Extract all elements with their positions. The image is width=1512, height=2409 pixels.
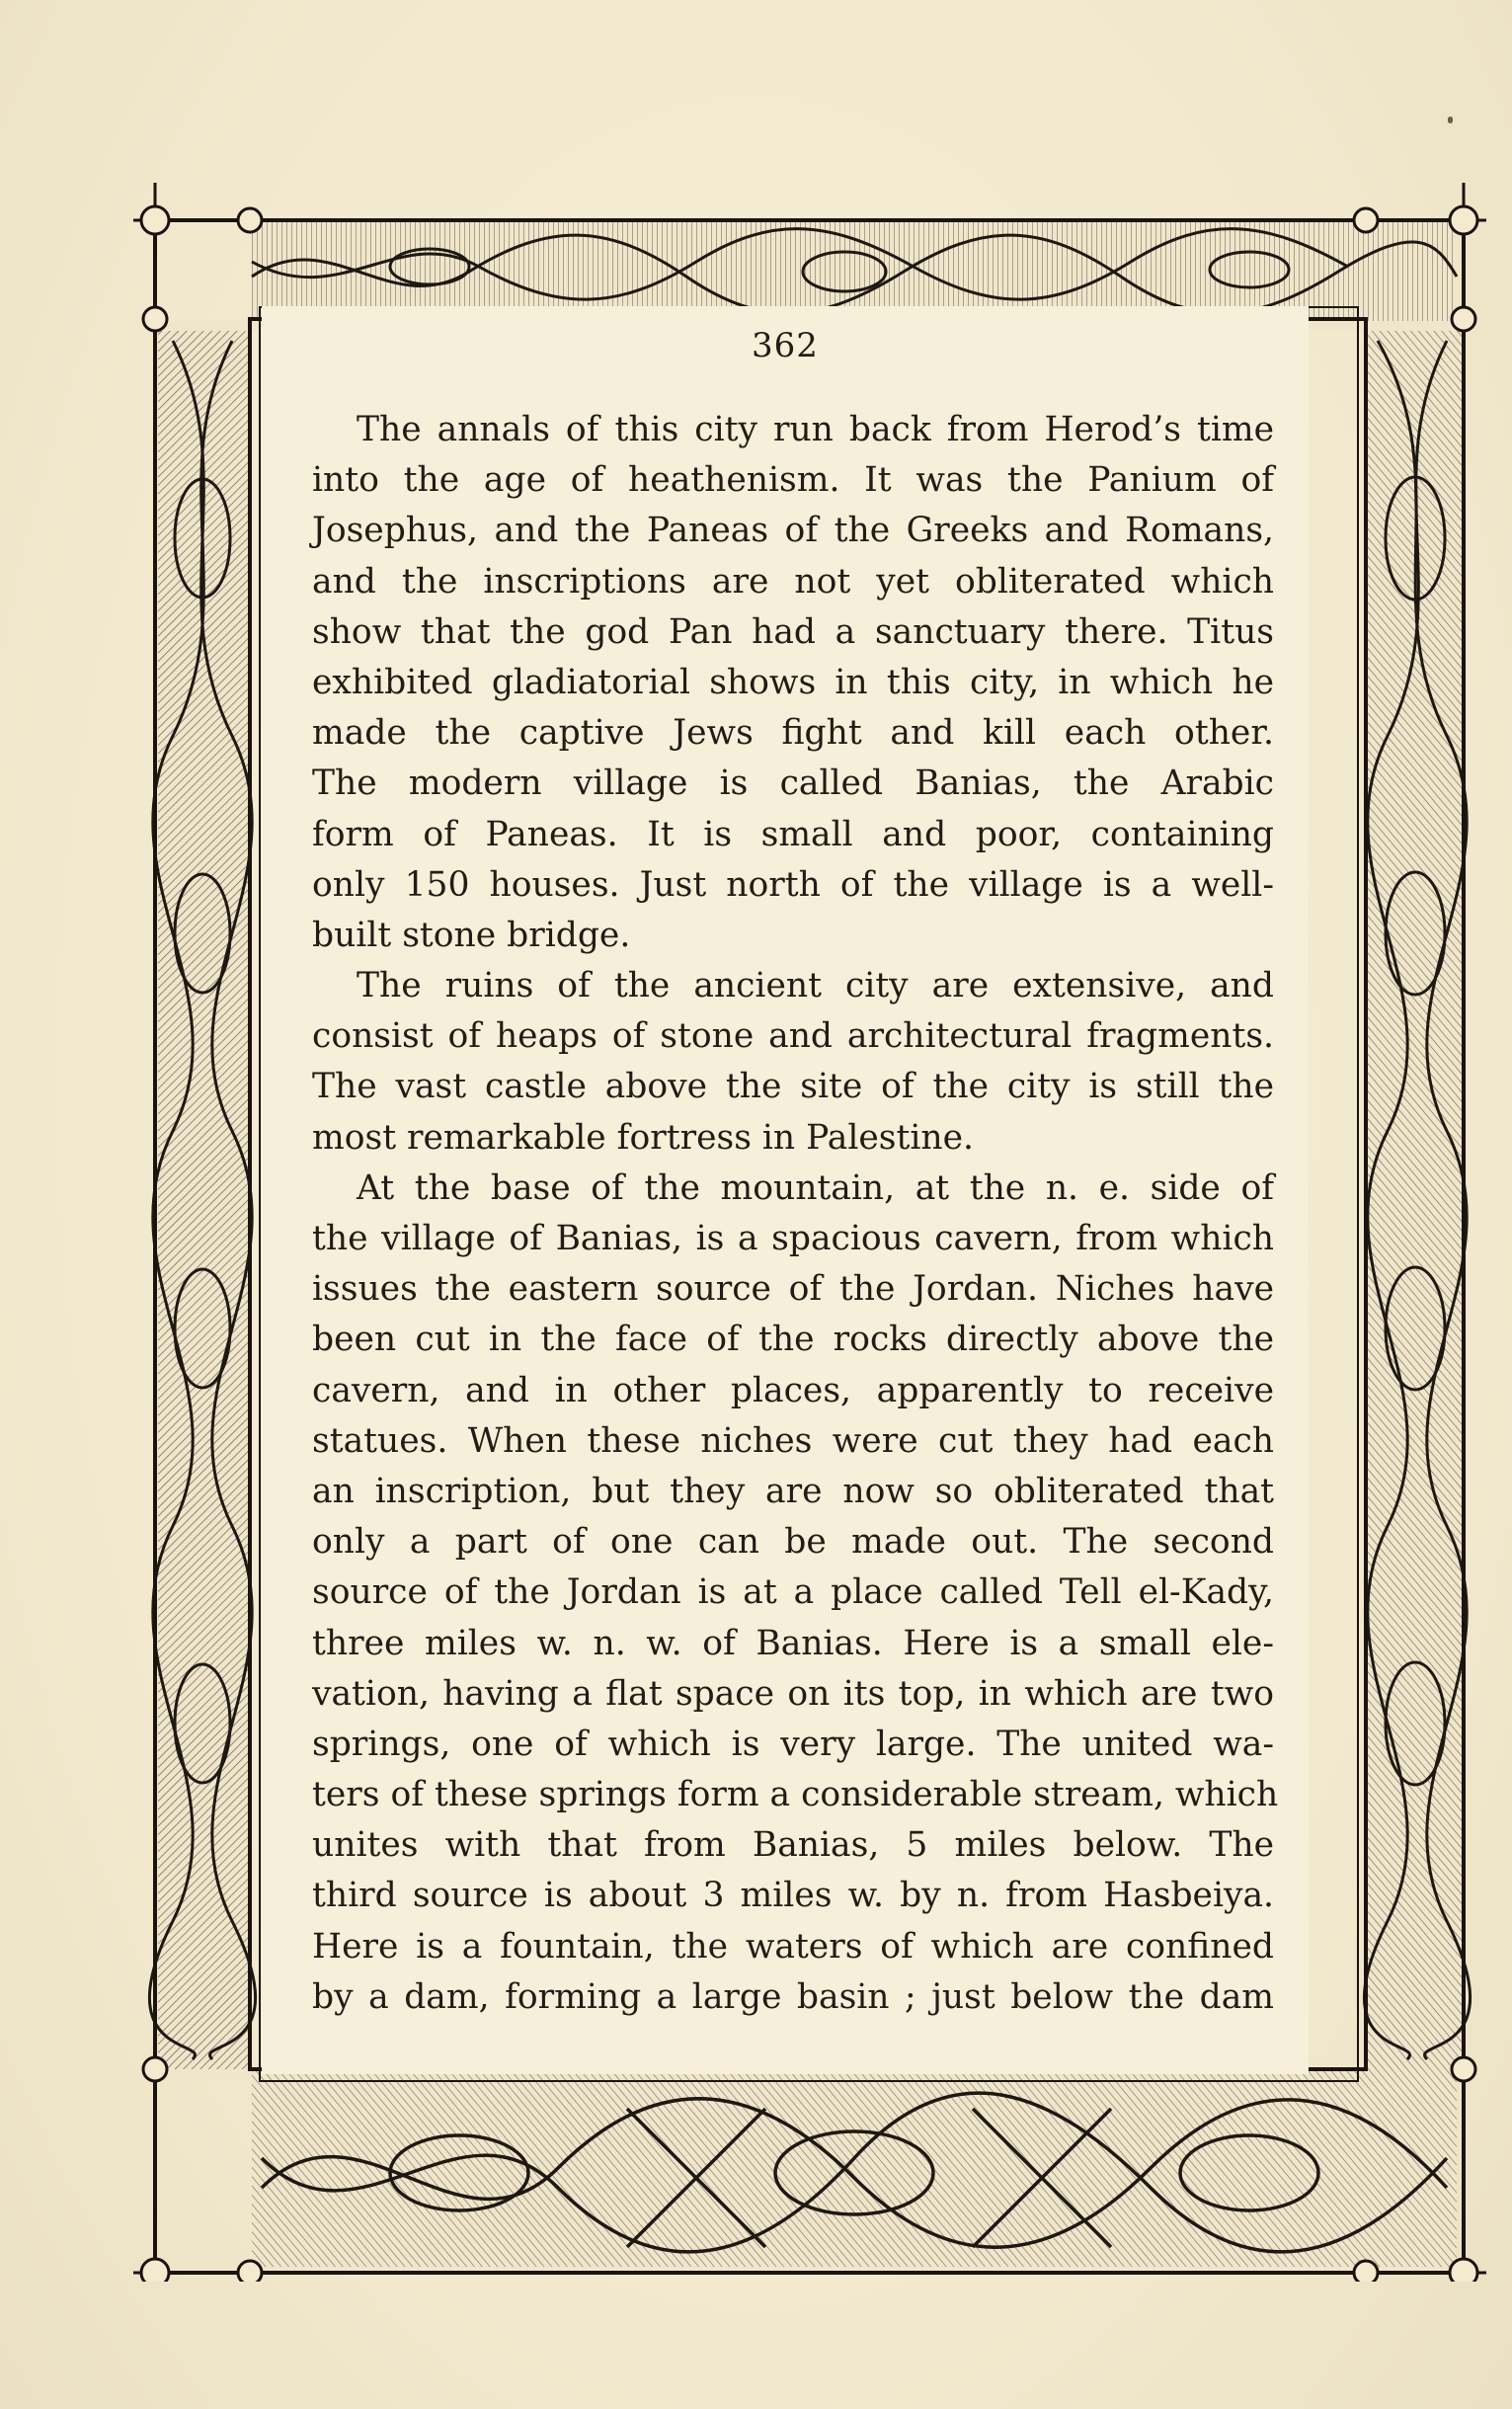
text-line: only a part of one can be made out. The second — [312, 1522, 1274, 1563]
text-line: been cut in the face of the rocks directly above the — [312, 1320, 1274, 1360]
paragraph — [312, 405, 1274, 961]
paragraph — [312, 961, 1274, 1164]
text-line: source of the Jordan is at a place called Tell el-Kady, — [312, 1572, 1274, 1613]
text-line: and the inscriptions are not yet obliterated which — [312, 561, 1274, 602]
text-line: vation, having a flat space on its top, in which are two — [312, 1673, 1274, 1714]
text-line: unites with that from Banias, 5 miles below. The — [312, 1825, 1274, 1866]
text-line: into the age of heathenism. It was the Panium of — [312, 460, 1274, 501]
text-line: by a dam, forming a large basin ; just below the dam — [312, 1976, 1274, 2017]
text-line: three miles w. n. w. of Banias. Here is a small ele- — [312, 1623, 1274, 1663]
text-line: Here is a fountain, the waters of which are confined — [312, 1926, 1274, 1967]
page-number: 362 — [752, 326, 819, 365]
text-line: only 150 houses. Just north of the village is a well- — [312, 864, 1274, 905]
text-line: the village of Banias, is a spacious cavern, from which — [312, 1219, 1274, 1258]
text-line: The modern village is called Banias, the Arabic — [312, 763, 1274, 804]
text-line: exhibited gladiatorial shows in this city, in which he — [312, 662, 1274, 702]
text-line: made the captive Jews fight and kill each other. — [312, 713, 1274, 754]
text-line: The ruins of the ancient city are extensive, and — [357, 966, 1274, 1006]
text-line: most remarkable fortress in Palestine. — [312, 1117, 974, 1158]
text-line: show that the god Pan had a sanctuary there. Titus — [312, 611, 1274, 652]
text-line: statues. When these niches were cut they had each — [312, 1420, 1274, 1461]
paragraph — [312, 1164, 1279, 2023]
text-line: an inscription, but they are now so obliterated that — [312, 1471, 1274, 1511]
body-text — [312, 405, 1279, 2023]
text-line: At the base of the mountain, at the n. e. side of — [357, 1167, 1274, 1208]
text-line: Josephus, and the Paneas of the Greeks and Romans, — [312, 511, 1274, 551]
text-line: built stone bridge. — [312, 915, 631, 955]
text-line: form of Paneas. It is small and poor, containing — [312, 814, 1274, 854]
text-line: The vast castle above the site of the city is still the — [312, 1067, 1274, 1107]
text-line: ters of these springs form a considerable stream, which — [312, 1775, 1279, 1815]
text-line: cavern, and in other places, apparently to receive — [312, 1370, 1274, 1410]
text-line: springs, one of which is very large. The united wa- — [312, 1724, 1274, 1764]
text-line: consist of heaps of stone and architectural fragments. — [312, 1016, 1274, 1057]
ink-speck — [1448, 117, 1453, 123]
text-line: third source is about 3 miles w. by n. from Hasbeiya. — [312, 1876, 1274, 1916]
text-line: The annals of this city run back from Herod’s time — [357, 410, 1274, 449]
text-line: issues the eastern source of the Jordan. Niches have — [312, 1269, 1274, 1310]
